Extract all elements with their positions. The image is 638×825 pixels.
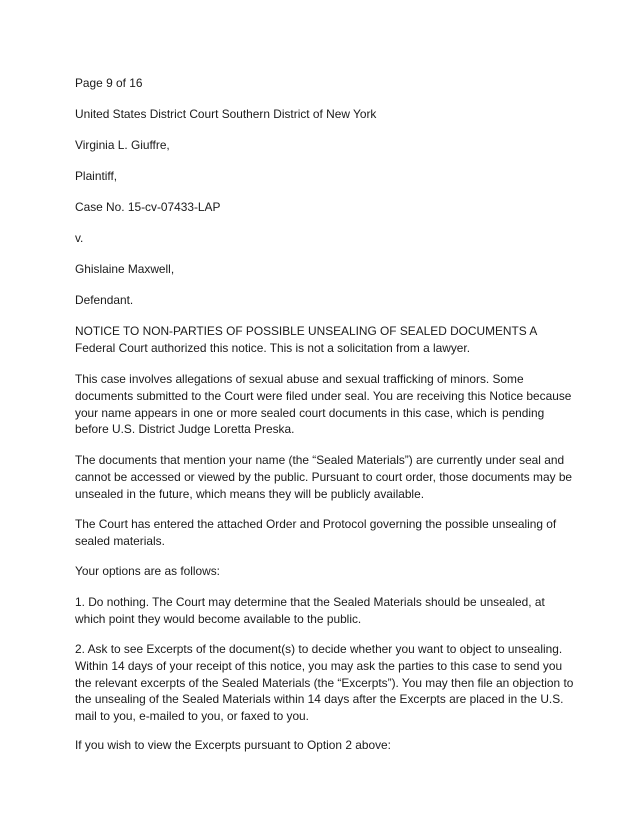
plaintiff-role: Plaintiff, bbox=[75, 169, 118, 183]
page-number: Page 9 of 16 bbox=[75, 76, 143, 90]
defendant-name: Ghislaine Maxwell, bbox=[75, 262, 175, 276]
paragraph-order-protocol: The Court has entered the attached Order and Protocol governing the possible unsealing of sealed materials. bbox=[75, 517, 557, 548]
notice-title: NOTICE TO NON-PARTIES OF POSSIBLE UNSEALING OF SEALED DOCUMENTS A Federal Court authorized this notice. This is not a solicitation from a lawyer. bbox=[75, 324, 537, 355]
paragraph-sealed-materials: The documents that mention your name (the “Sealed Materials”) are currently under seal and cannot be accessed or viewed by the public. Pursuant to court order, those documents may be unsealed in the future, which means they will be publicly available. bbox=[75, 453, 573, 501]
case-number: Case No. 15-cv-07433-LAP bbox=[75, 200, 221, 214]
court-name: United States District Court Southern District of New York bbox=[75, 107, 377, 121]
plaintiff-name: Virginia L. Giuffre, bbox=[75, 138, 170, 152]
option-1: 1. Do nothing. The Court may determine that the Sealed Materials should be unsealed, at which point they would become available to the public. bbox=[75, 595, 545, 626]
option-2: 2. Ask to see Excerpts of the document(s) to decide whether you want to object to unsealing. Within 14 days of your receipt of this notice, you may ask the parties to this case to send you the relevant excerpts of the Sealed Materials (the “Excerpts”). You may then file an objection to the unsealing of the Sealed Materials within 14 days after the Excerpts are placed in the U.S. mail to you, e-mailed to you, or faxed to you. bbox=[75, 642, 574, 724]
option-2-followup: If you wish to view the Excerpts pursuant to Option 2 above: bbox=[75, 738, 391, 752]
paragraph-case-allegations: This case involves allegations of sexual abuse and sexual trafficking of minors. Some documents submitted to the Court were filed under seal. You are receiving this Notice because your name appears in one or more sealed court documents in this case, which is pending before U.S. District Judge Loretta Preska. bbox=[75, 372, 572, 437]
defendant-role: Defendant. bbox=[75, 293, 134, 307]
versus: v. bbox=[75, 231, 84, 245]
options-intro: Your options are as follows: bbox=[75, 564, 220, 578]
